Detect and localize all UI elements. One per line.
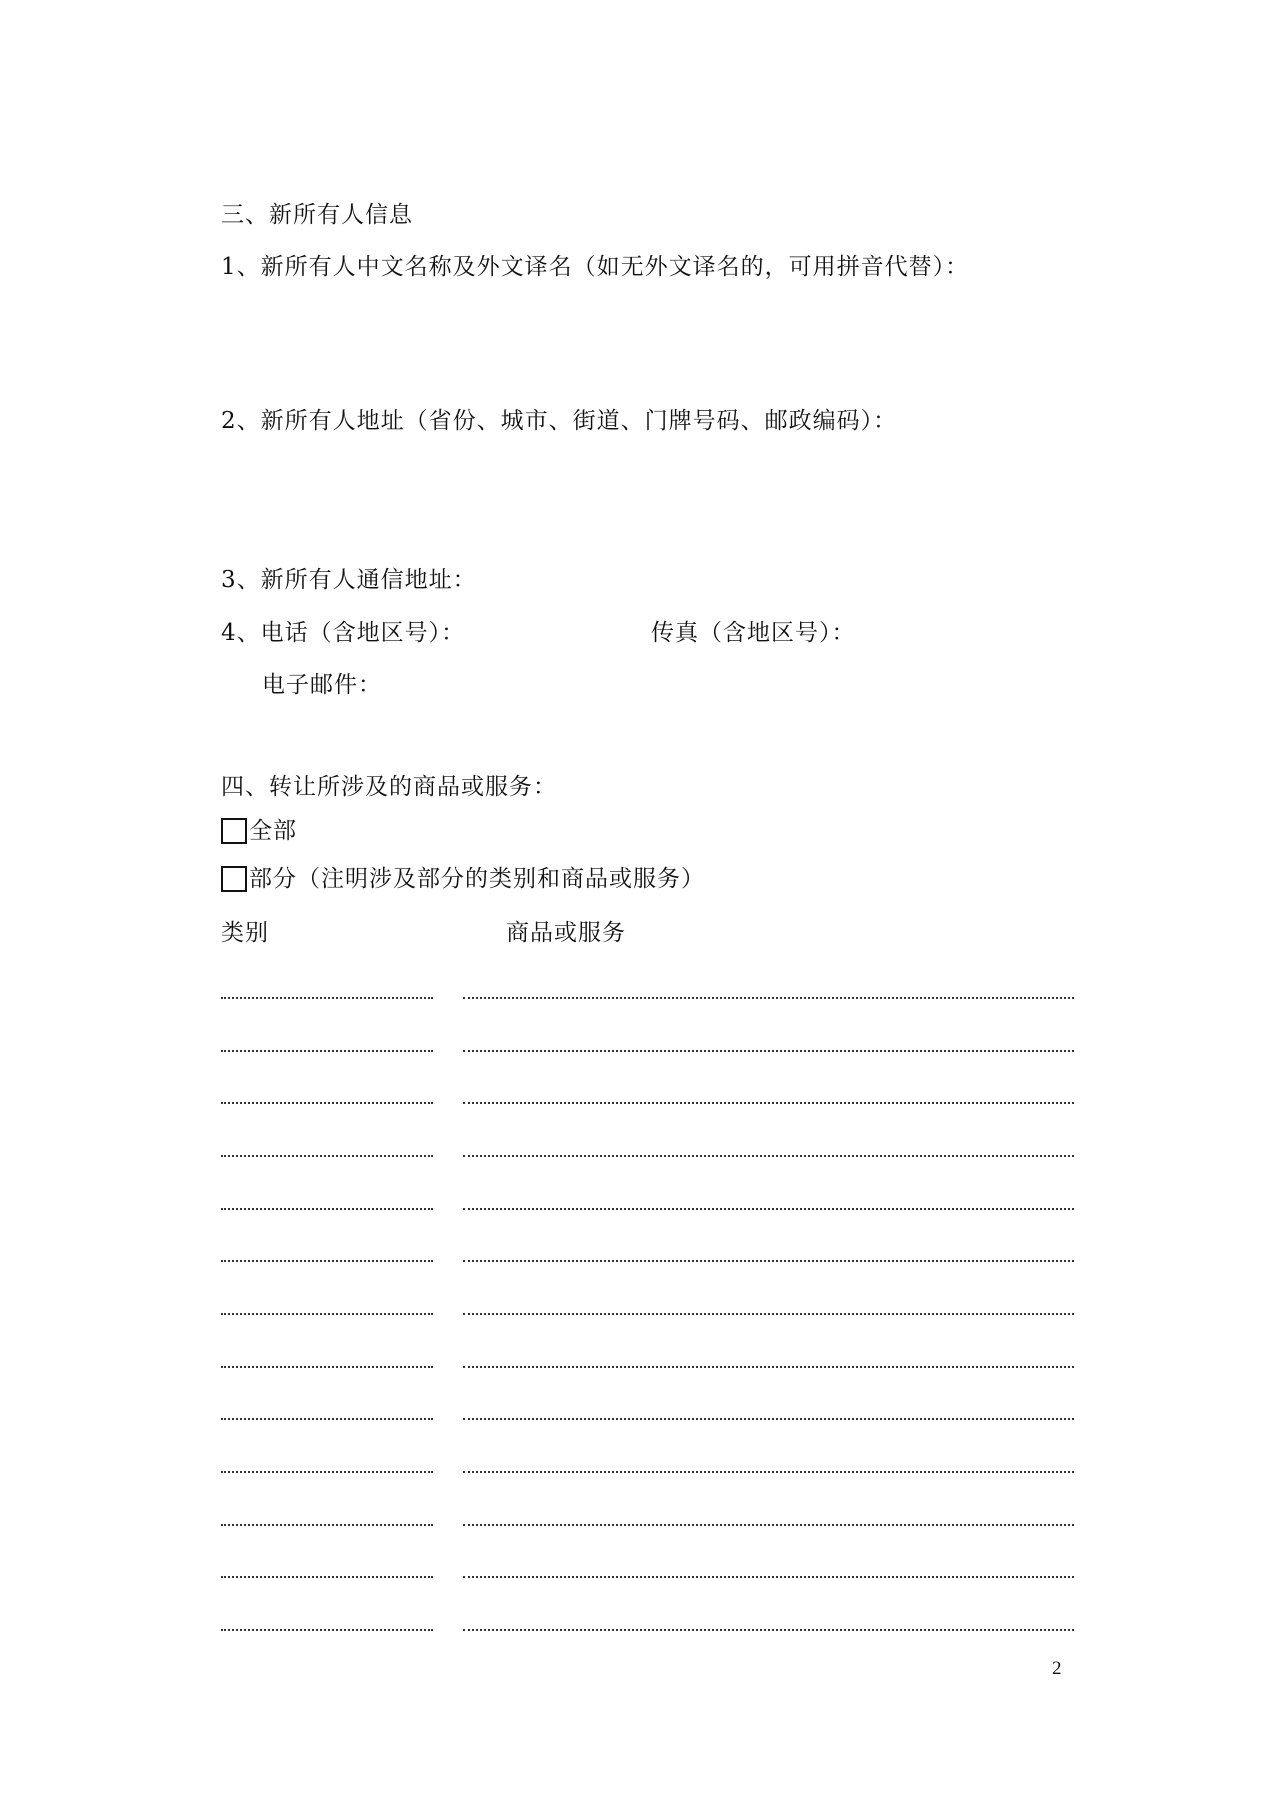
class-blank-line[interactable] <box>221 1629 433 1631</box>
section3-item4-email-label: 电子邮件： <box>262 672 382 698</box>
class-blank-line[interactable] <box>221 1313 433 1315</box>
section3-item4-phone-label: 4、电话（含地区号）： <box>221 620 466 646</box>
class-blank-line[interactable] <box>221 1260 433 1262</box>
section3-item4-fax-label: 传真（含地区号）： <box>651 620 856 646</box>
goods-blank-line[interactable] <box>463 1260 1074 1262</box>
section3-item1-label: 1、新所有人中文名称及外文译名（如无外文译名的，可用拼音代替）： <box>221 254 970 280</box>
goods-blank-line[interactable] <box>463 1102 1074 1104</box>
goods-blank-line[interactable] <box>463 1471 1074 1473</box>
column-header-class: 类别 <box>221 920 269 946</box>
option-all[interactable] <box>221 816 297 846</box>
column-header-goods-services: 商品或服务 <box>506 920 626 946</box>
option-partial-label: 部分（注明涉及部分的类别和商品或服务） <box>249 866 705 892</box>
page-number: 2 <box>1052 1658 1062 1679</box>
goods-blank-line[interactable] <box>463 1050 1074 1052</box>
section3-heading: 三、新所有人信息 <box>221 202 413 228</box>
goods-blank-line[interactable] <box>463 1366 1074 1368</box>
goods-blank-line[interactable] <box>463 1418 1074 1420</box>
section3-item2-label: 2、新所有人地址（省份、城市、街道、门牌号码、邮政编码）： <box>221 408 898 434</box>
section4-heading: 四、转让所涉及的商品或服务： <box>221 774 557 800</box>
goods-blank-line[interactable] <box>463 1155 1074 1157</box>
goods-blank-line[interactable] <box>463 1313 1074 1315</box>
class-blank-line[interactable] <box>221 1102 433 1104</box>
class-blank-line[interactable] <box>221 1418 433 1420</box>
class-blank-line[interactable] <box>221 1576 433 1578</box>
goods-blank-line[interactable] <box>463 1208 1074 1210</box>
class-blank-line[interactable] <box>221 997 433 999</box>
goods-blank-line[interactable] <box>463 1576 1074 1578</box>
class-blank-line[interactable] <box>221 1208 433 1210</box>
checkbox-all[interactable] <box>221 818 247 844</box>
goods-blank-line[interactable] <box>463 997 1074 999</box>
class-blank-line[interactable] <box>221 1155 433 1157</box>
checkbox-partial[interactable] <box>221 866 247 892</box>
goods-blank-line[interactable] <box>463 1524 1074 1526</box>
class-blank-line[interactable] <box>221 1471 433 1473</box>
class-blank-line[interactable] <box>221 1050 433 1052</box>
option-partial[interactable] <box>221 864 705 894</box>
class-blank-line[interactable] <box>221 1524 433 1526</box>
section3-item3-label: 3、新所有人通信地址： <box>221 567 477 593</box>
goods-blank-line[interactable] <box>463 1629 1074 1631</box>
option-all-label: 全部 <box>249 818 297 844</box>
class-blank-line[interactable] <box>221 1366 433 1368</box>
